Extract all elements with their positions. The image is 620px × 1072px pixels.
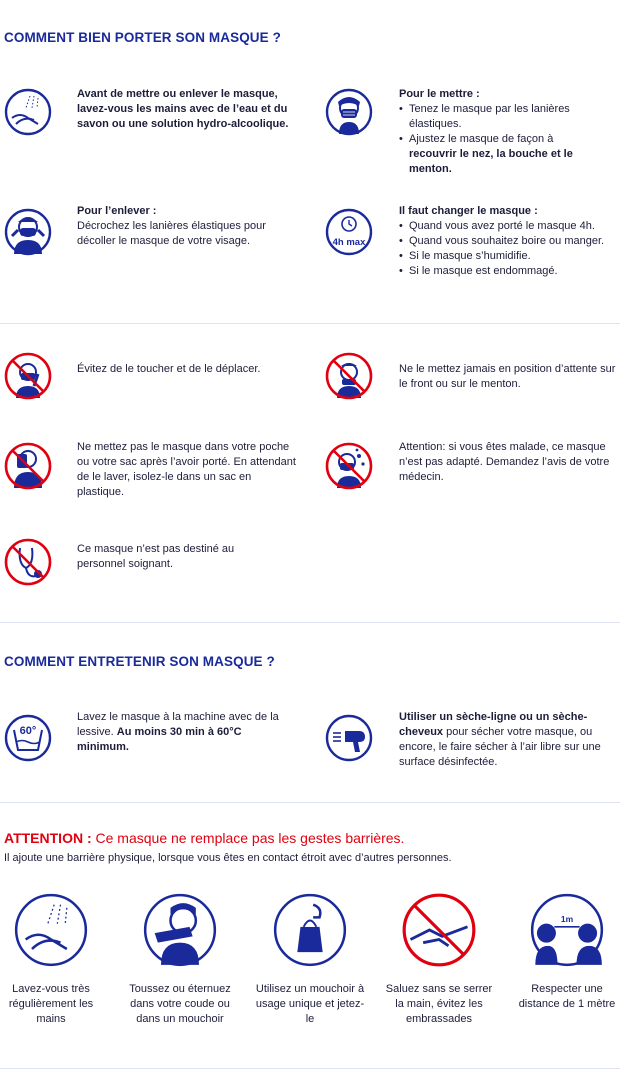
change-title: Il faut changer le masque : xyxy=(399,205,538,217)
section-title-care: COMMENT ENTRETENIR SON MASQUE ? xyxy=(4,654,275,669)
wash-60-icon xyxy=(4,714,52,762)
no-medical-icon xyxy=(4,538,52,586)
section-title-wear: COMMENT BIEN PORTER SON MASQUE ? xyxy=(4,30,281,45)
put-on-item: • Tenez le masque par les lanières élastiques. xyxy=(399,102,604,132)
wash-hands-text: Avant de mettre ou enlever le masque, lavez-vous les mains avec de l’eau et du savon ou une solution hydro-alcoolique. xyxy=(77,88,289,130)
put-on-list xyxy=(399,102,604,177)
put-on-mask-icon xyxy=(325,88,373,136)
no-pocket-icon xyxy=(4,442,52,490)
put-on-item: • Ajustez le masque de façon à recouvrir le nez, la bouche et le menton. xyxy=(399,132,604,177)
change-item: • Si le masque est endommagé. xyxy=(399,264,619,279)
hair-dryer-icon xyxy=(325,714,373,762)
gesture-caption: Lavez-vous très régulièrement les mains xyxy=(8,983,94,1025)
gesture-tissue-icon xyxy=(272,892,348,968)
remove-mask-icon xyxy=(4,208,52,256)
gesture-cough-elbow-icon xyxy=(142,892,218,968)
remove-title: Pour l’enlever : xyxy=(77,205,157,217)
clock-4h-icon xyxy=(325,208,373,256)
dont-wait-text: Ne le mettez jamais en position d’attente sur le front ou sur le menton. xyxy=(399,363,616,390)
gesture-caption: Utilisez un mouchoir à usage unique et jetez-le xyxy=(255,983,365,1025)
change-list xyxy=(399,219,619,279)
distance-label: 1m xyxy=(560,914,574,924)
change-item: • Quand vous souhaitez boire ou manger. xyxy=(399,234,619,249)
change-item: • Si le masque s’humidifie. xyxy=(399,249,619,264)
machine-wash-text: Lavez le masque à la machine avec de la lessive. Au moins 30 min à 60°C minimum. xyxy=(77,711,279,753)
change-item: • Quand vous avez porté le masque 4h. xyxy=(399,219,619,234)
remove-text: Décrochez les lanières élastiques pour décoller le masque de votre visage. xyxy=(77,220,266,247)
not-medical-text: Ce masque n’est pas destiné au personnel soignant. xyxy=(77,543,235,570)
divider xyxy=(0,323,620,324)
put-on-title: Pour le mettre : xyxy=(399,88,480,100)
no-touch-icon xyxy=(4,352,52,400)
handwash-icon xyxy=(4,88,52,136)
gesture-handwash-icon xyxy=(13,892,89,968)
divider xyxy=(0,622,620,623)
gesture-distance-icon xyxy=(529,892,605,968)
attention-subtitle: Il ajoute une barrière physique, lorsque vous êtes en contact étroit avec d’autres personnes. xyxy=(4,852,452,864)
sick-icon xyxy=(325,442,373,490)
dont-touch-text: Évitez de le toucher et de le déplacer. xyxy=(77,363,261,375)
clock-4h-label: 4h max xyxy=(332,237,366,248)
gesture-caption: Respecter une distance de 1 mètre xyxy=(518,983,616,1010)
dry-text: Utiliser un sèche-ligne ou un sèche-cheveux pour sécher votre masque, ou encore, le faire sécher à l’air libre sur une surface désinfectée. xyxy=(399,711,601,768)
divider xyxy=(0,1068,620,1069)
attention-headline: ATTENTION : Ce masque ne remplace pas les gestes barrières. xyxy=(4,830,405,846)
divider xyxy=(0,802,620,803)
gesture-no-handshake-icon xyxy=(401,892,477,968)
wash-60-label: 60° xyxy=(19,725,37,737)
sick-text: Attention: si vous êtes malade, ce masque n’est pas adapté. Demandez l’avis de votre médecin. xyxy=(399,441,610,483)
no-chin-mask-icon xyxy=(325,352,373,400)
gesture-caption: Toussez ou éternuez dans votre coude ou dans un mouchoir xyxy=(129,983,231,1025)
gesture-caption: Saluez sans se serrer la main, évitez les embrassades xyxy=(385,983,493,1025)
dont-pocket-text: Ne mettez pas le masque dans votre poche ou votre sac après l’avoir porté. En attendant de le laver, isolez-le dans un sac en plastique. xyxy=(77,441,296,498)
